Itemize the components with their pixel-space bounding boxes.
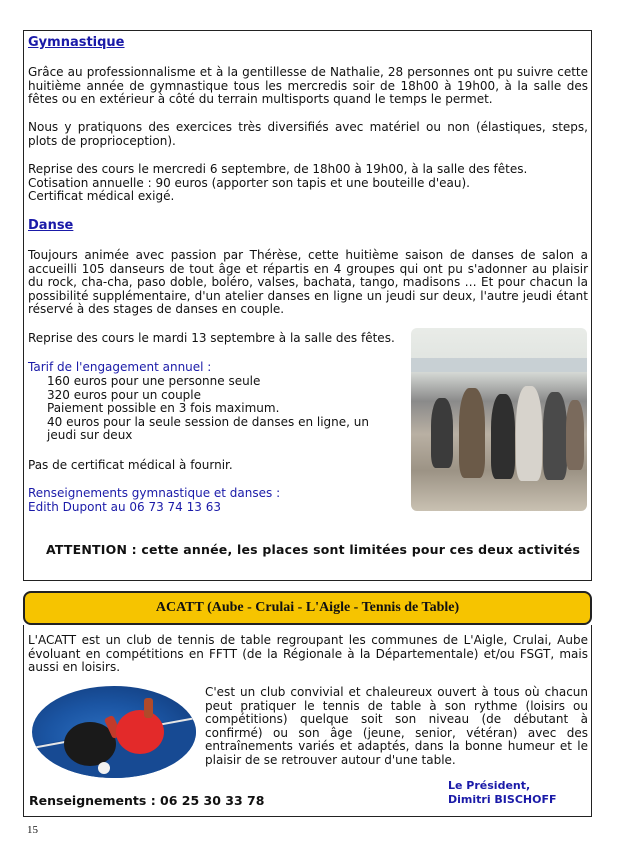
danse-reprise: Reprise des cours le mardi 13 septembre à la salle des fêtes. xyxy=(28,331,395,345)
danse-renseignements-label: Renseignements gymnastique et danses : xyxy=(28,486,281,500)
ping-pong-paddle-icon xyxy=(32,686,196,778)
tarif-item: Paiement possible en 3 fois maximum. xyxy=(47,401,280,416)
dancers-photo xyxy=(411,328,587,511)
acatt-paragraph-2: C'est un club convivial et chaleureux ouvert à tous où chacun peut pratiquer le tennis de table à son rythme (loisirs ou compétitions) quelque soit son niveau (de débutant à confirmé) ou son âge (jeune, senior, vétéran) avec des entraînements variés et adaptés, dans la bonne humeur et le plaisir de se retrouver autour d'une table. xyxy=(205,685,588,767)
attention-notice: ATTENTION : cette année, les places sont limitées pour ces deux activités xyxy=(46,542,581,557)
president-signature xyxy=(448,779,556,807)
danse-certificat: Pas de certificat médical à fournir. xyxy=(28,458,233,472)
danse-tarif-title: Tarif de l'engagement annuel : xyxy=(28,360,212,374)
tarif-item: 160 euros pour une personne seule xyxy=(47,374,261,388)
danse-heading: Danse xyxy=(28,218,74,233)
gym-reprise: Reprise des cours le mercredi 6 septembre, de 18h00 à 19h00, à la salle des fêtes. xyxy=(28,162,528,176)
acatt-paragraph-1: L'ACATT est un club de tennis de table regroupant les communes de L'Aigle, Crulai, Aube évoluant en compétitions en FFTT (de la Régionale à la Départementale) et/ou FSGT, mais aussi en loisirs. xyxy=(28,633,588,675)
president-title: Le Président, xyxy=(448,779,531,792)
acatt-contact: Renseignements : 06 25 30 33 78 xyxy=(29,793,265,808)
president-name: Dimitri BISCHOFF xyxy=(448,793,557,806)
gym-paragraph-1: Grâce au professionnalisme et à la gentillesse de Nathalie, 28 personnes ont pu suivre cette huitième année de gymnastique tous les mercredis soir de 18h00 à 19h00, à la salle des fêtes ou en extérieur à côté du terrain multisports quand le temps le permet. xyxy=(28,65,588,107)
danse-paragraph-1: Toujours animée avec passion par Thérèse, cette huitième saison de danses de salon a accueilli 105 danseurs de tout âge et répartis en 4 groupes qui ont pu s'adonner au plaisir du rock, cha-cha, paso doble, boléro, valses, bachata, tango, madisons … Et pour chacun la possibilité supplémentaire, d'un atelier danses en ligne un jeudi sur deux, l'autre jeudi étant réservé à des stages de danses en couple. xyxy=(28,248,588,317)
gym-info xyxy=(28,163,588,204)
tarif-item: 320 euros pour un couple xyxy=(47,387,202,402)
acatt-banner: ACATT (Aube - Crulai - L'Aigle - Tennis de Table) xyxy=(23,591,592,625)
gymnastique-heading: Gymnastique xyxy=(28,35,125,50)
gym-certificat: Certificat médical exigé. xyxy=(28,189,175,204)
ping-pong-image xyxy=(32,686,196,778)
gym-paragraph-2: Nous y pratiquons des exercices très diversifiés avec matériel ou non (élastiques, steps, plots de proprioception). xyxy=(28,120,588,148)
danse-contact: Edith Dupont au 06 73 74 13 63 xyxy=(28,500,221,514)
danse-tarif-list xyxy=(47,375,397,443)
page-number: 15 xyxy=(27,824,38,836)
tarif-item: 40 euros pour la seule session de danses en ligne, un jeudi sur deux xyxy=(47,414,369,443)
gym-cotisation: Cotisation annuelle : 90 euros (apporter son tapis et une bouteille d'eau). xyxy=(28,175,470,190)
